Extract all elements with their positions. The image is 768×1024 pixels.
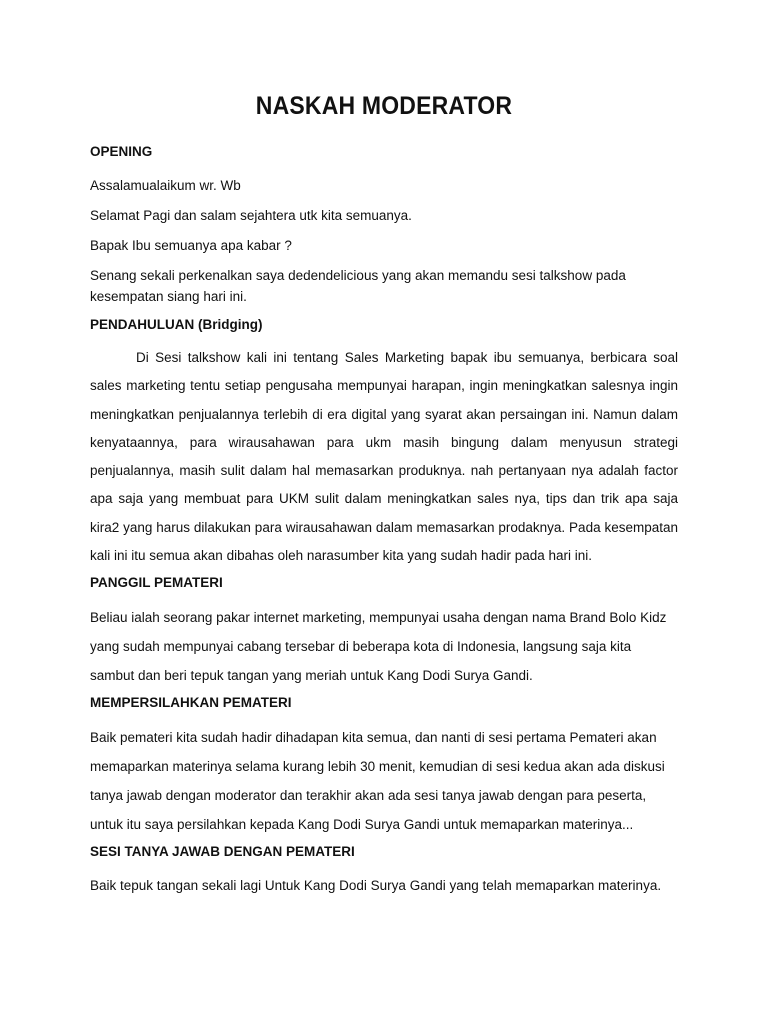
opening-heading: OPENING <box>90 144 153 159</box>
panggil-heading: PANGGIL PEMATERI <box>90 575 223 591</box>
mempersilahkan-heading: MEMPERSILAHKAN PEMATERI <box>90 695 292 711</box>
pendahuluan-paragraph: Di Sesi talkshow kali ini tentang Sales Marketing bapak ibu semuanya, berbicara soal sales marketing tentu setiap pengusaha mempunyai harapan, ingin meningkatkan salesnya ingin meningkatkan penjualannya terlebih di era digital yang syarat akan persaingan ini. Namun dalam kenyataannya, para wirausahawan para ukm masih bingung dalam menyusun strategi penjualannya, masih sulit dalam hal memasarkan produknya. nah pertanyaan nya adalah factor apa saja yang membuat para UKM sulit dalam meningkatkan sales nya, tips dan trik apa saja kira2 yang harus dilakukan para wirausahawan dalam memasarkan prodaknya. Pada kesempatan kali ini itu semua akan dibahas oleh narasumber kita yang sudah hadir pada hari ini. <box>90 350 678 564</box>
opening-salam: Selamat Pagi dan salam sejahtera utk kita semuanya. <box>90 208 412 223</box>
opening-greeting: Assalamualaikum wr. Wb <box>90 178 241 193</box>
panggil-paragraph: Beliau ialah seorang pakar internet marketing, mempunyai usaha dengan nama Brand Bolo Kidz yang sudah mempunyai cabang tersebar di beberapa kota di Indonesia, langsung saja kita sambut dan beri tepuk tangan yang meriah untuk Kang Dodi Surya Gandi. <box>90 610 667 684</box>
sesi-tanya-jawab-heading: SESI TANYA JAWAB DENGAN PEMATERI <box>90 844 355 860</box>
opening-introduction: Senang sekali perkenalkan saya dedendelicious yang akan memandu sesi talkshow pada kesempatan siang hari ini. <box>90 268 626 304</box>
document-page <box>90 92 678 905</box>
document-title: NASKAH MODERATOR <box>255 92 513 120</box>
sesi-tanya-jawab-paragraph: Baik tepuk tangan sekali lagi Untuk Kang Dodi Surya Gandi yang telah memaparkan materinya. <box>90 878 662 894</box>
mempersilahkan-paragraph: Baik pemateri kita sudah hadir dihadapan kita semua, dan nanti di sesi pertama Pemateri akan memaparkan materinya selama kurang lebih 30 menit, kemudian di sesi kedua akan ada diskusi tanya jawab dengan moderator dan terakhir akan ada sesi tanya jawab dengan para peserta, untuk itu saya persilahkan kepada Kang Dodi Surya Gandi untuk memaparkan materinya... <box>90 730 665 833</box>
pendahuluan-heading: PENDAHULUAN (Bridging) <box>90 317 263 332</box>
opening-apa-kabar: Bapak Ibu semuanya apa kabar ? <box>90 238 292 253</box>
